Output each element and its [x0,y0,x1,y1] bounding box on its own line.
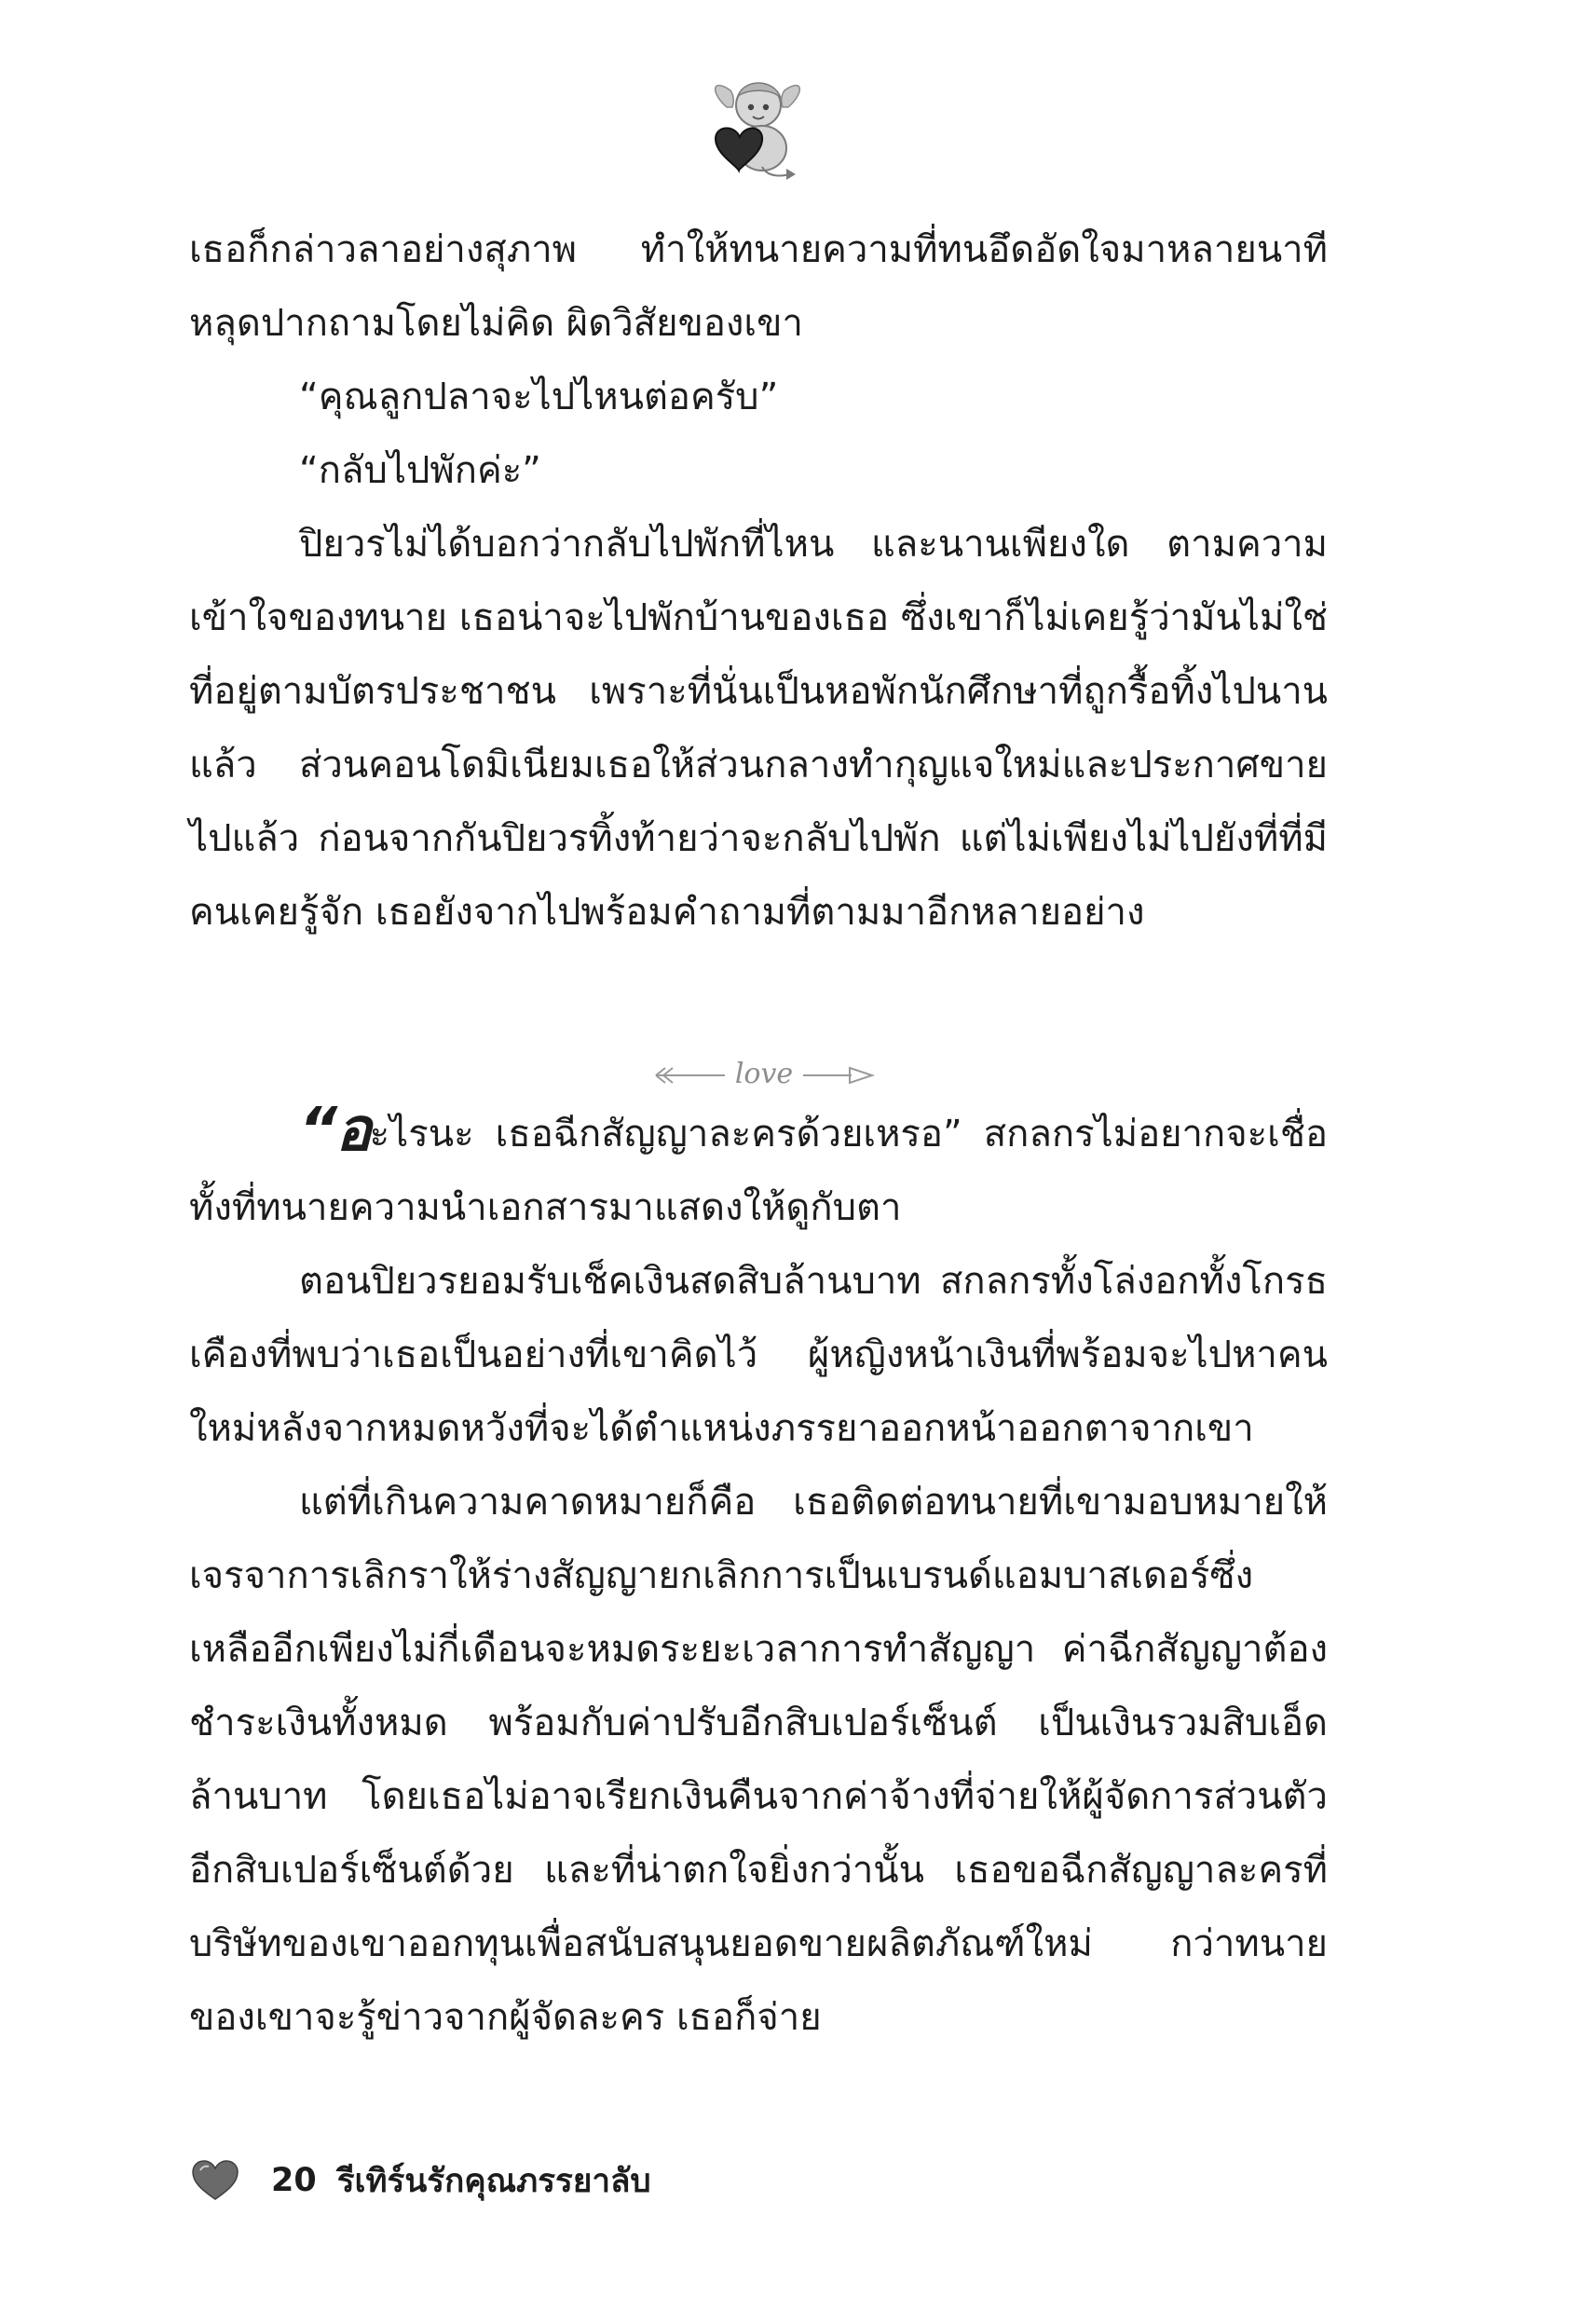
page-number: 20 [271,2162,317,2199]
paragraph: ตอนปิยวรยอมรับเช็คเงินสดสิบล้านบาท สกลกรทั้งโล่งอกทั้งโกรธเคืองที่พบว่าเธอเป็นอย่างที่เขาคิดไว้ ผู้หญิงหน้าเงินที่พร้อมจะไปหาคนใหม่หลังจากหมดหวังที่จะได้ตำแหน่งภรรยาออกหน้าออกตาจากเขา [189,1260,1328,1450]
text-section-2 [189,1098,1328,2055]
paragraph: ปิยวรไม่ได้บอกว่ากลับไปพักที่ไหน และนานเพียงใด ตามความเข้าใจของทนาย เธอน่าจะไปพักบ้านของเธอ ซึ่งเขาก็ไม่เคยรู้ว่ามันไม่ใช่ที่อยู่ตามบัตรประชาชน เพราะที่นั่นเป็นหอพักนักศึกษาที่ถูกรื้อทิ้งไปนานแล้ว ส่วนคอนโดมิเนียมเธอให้ส่วนกลางทำกุญแจใหม่และประกาศขายไปแล้ว ก่อนจากกันปิยวรทิ้งท้ายว่าจะกลับไปพัก แต่ไม่เพียงไม่ไปยังที่ที่มีคนเคยรู้จัก เธอยังจากไปพร้อมคำถามที่ตามมาอีกหลายอย่าง [189,523,1328,934]
divider-text: love [734,1058,794,1090]
arrow-divider-icon [652,1053,876,1096]
paragraph: เธอก็กล่าวลาอย่างสุภาพ ทำให้ทนายความที่ทนอึดอัดใจมาหลายนาทีหลุดปากถามโดยไม่คิด ผิดวิสัยของเขา [189,228,1328,345]
heart-icon [191,2159,239,2202]
book-title: รีเทิร์นรักคุณภรรยาลับ [336,2162,651,2200]
dialogue-line: “กลับไปพักค่ะ” [299,449,541,492]
dropcap: “อ [299,1096,370,1165]
paragraph: แต่ที่เกินความคาดหมายก็คือ เธอติดต่อทนายที่เขามอบหมายให้เจรจาการเลิกราให้ร่างสัญญายกเลิกการเป็นเบรนด์แอมบาสเดอร์ซึ่งเหลืออีกเพียงไม่กี่เดือนจะหมดระยะเวลาการทำสัญญา ค่าฉีกสัญญาต้องชำระเงินทั้งหมด พร้อมกับค่าปรับอีกสิบเปอร์เซ็นต์ เป็นเงินรวมสิบเอ็ดล้านบาท โดยเธอไม่อาจเรียกเงินคืนจากค่าจ้างที่จ่ายให้ผู้จัดการส่วนตัวอีกสิบเปอร์เซ็นต์ด้วย และที่น่าตกใจยิ่งกว่านั้น เธอขอฉีกสัญญาละครที่บริษัทของเขาออกทุนเพื่อสนับสนุนยอดขายผลิตภัณฑ์ใหม่ กว่าทนายของเขาจะรู้ข่าวจากผู้จัดละคร เธอก็จ่าย [189,1481,1328,2039]
page-footer [191,2157,651,2204]
paragraph-text: ะไรนะ เธอฉีกสัญญาละครด้วยเหรอ” สกลกรไม่อยากจะเชื่อ ทั้งที่ทนายความนำเอกสารมาแสดงให้ดูกับตา [189,1113,1328,1229]
paragraph [189,1098,1328,1245]
text-section-1 [189,213,1328,950]
dialogue-line: “คุณลูกปลาจะไปไหนต่อครับ” [299,376,779,418]
cupid-holding-heart-icon [706,70,809,182]
